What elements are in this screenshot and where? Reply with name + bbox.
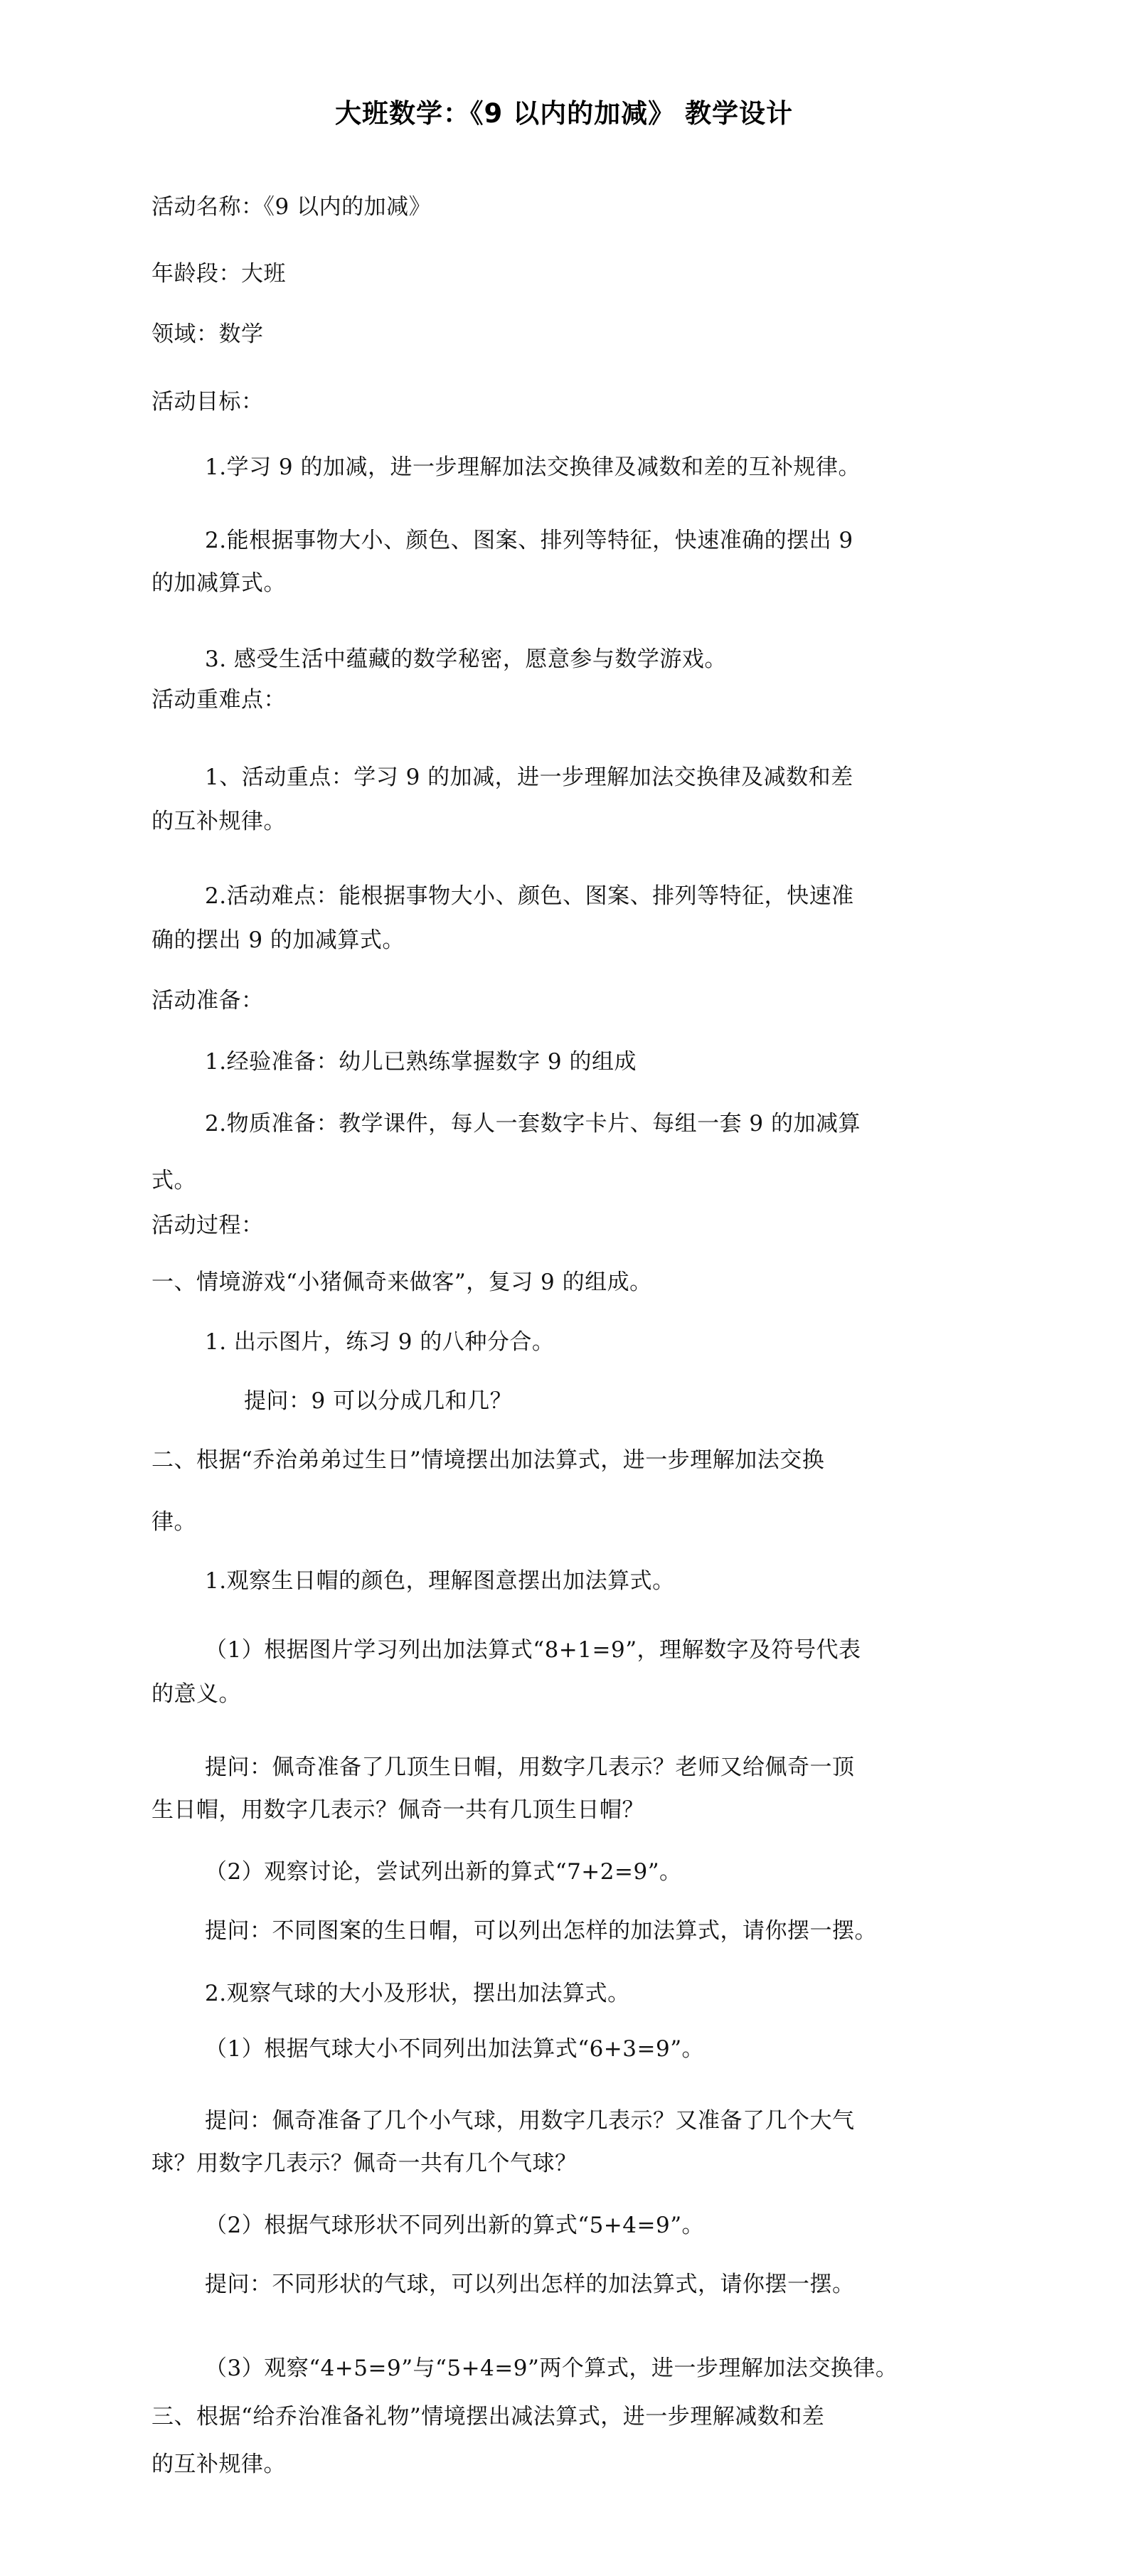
- process-question: 提问：9 可以分成几和几？: [244, 1388, 513, 1414]
- process-step-2: 二、根据“乔治弟弟过生日”情境摆出加法算式，进一步理解加法交换: [151, 1447, 825, 1473]
- process-line: 1.观察生日帽的颜色，理解图意摆出加法算式。: [205, 1568, 675, 1594]
- process-question: 提问：不同图案的生日帽，可以列出怎样的加法算式，请你摆一摆。: [205, 1918, 877, 1944]
- process-question-cont: 球？用数字几表示？佩奇一共有几个气球？: [151, 2151, 578, 2176]
- process-question: 提问：佩奇准备了几顶生日帽，用数字几表示？老师又给佩奇一顶: [205, 1755, 855, 1780]
- process-step-1: 一、情境游戏“小猪佩奇来做客”，复习 9 的组成。: [151, 1270, 652, 1295]
- preparation-item-2: 2.物质准备：教学课件，每人一套数字卡片、每组一套 9 的加减算: [205, 1111, 861, 1137]
- goal-item-1: 1.学习 9 的加减，进一步理解加法交换律及减数和差的互补规律。: [205, 454, 861, 480]
- process-question: 提问：不同形状的气球，可以列出怎样的加法算式，请你摆一摆。: [205, 2272, 855, 2297]
- key-points-heading: 活动重难点：: [151, 687, 286, 713]
- key-point-1-cont: 的互补规律。: [151, 809, 286, 834]
- key-point-2-cont: 确的摆出 9 的加减算式。: [151, 927, 405, 953]
- process-line: 的互补规律。: [151, 2452, 286, 2477]
- process-line: （1）根据气球大小不同列出加法算式“6+3=9”。: [205, 2036, 705, 2062]
- process-line: （2）观察讨论，尝试列出新的算式“7+2=9”。: [205, 1859, 682, 1885]
- document-title: 大班数学：《9 以内的加减》 教学设计: [334, 98, 793, 129]
- process-heading: 活动过程：: [151, 1213, 264, 1238]
- process-line: 1. 出示图片，练习 9 的八种分合。: [205, 1329, 555, 1355]
- process-step-3: 三、根据“给乔治准备礼物”情境摆出减法算式，进一步理解减数和差: [151, 2404, 825, 2429]
- goals-heading: 活动目标：: [151, 389, 264, 415]
- preparation-item-1: 1.经验准备：幼儿已熟练掌握数字 9 的组成: [205, 1049, 637, 1075]
- key-point-2: 2.活动难点：能根据事物大小、颜色、图案、排列等特征，快速准: [205, 883, 854, 909]
- goal-item-2: 2.能根据事物大小、颜色、图案、排列等特征，快速准确的摆出 9: [205, 528, 853, 553]
- key-point-1: 1、活动重点：学习 9 的加减，进一步理解加法交换律及减数和差: [205, 765, 853, 790]
- goal-item-3: 3. 感受生活中蕴藏的数学秘密，愿意参与数学游戏。: [205, 646, 727, 672]
- activity-name: 活动名称：《9 以内的加减》: [151, 194, 432, 220]
- process-question: 提问：佩奇准备了几个小气球，用数字几表示？又准备了几个大气: [205, 2108, 855, 2134]
- process-line: 律。: [151, 1509, 196, 1535]
- process-question-cont: 生日帽，用数字几表示？佩奇一共有几顶生日帽？: [151, 1797, 644, 1823]
- process-line: 的意义。: [151, 1681, 241, 1707]
- process-line: （2）根据气球形状不同列出新的算式“5+4=9”。: [205, 2213, 705, 2238]
- process-line: 2.观察气球的大小及形状，摆出加法算式。: [205, 1981, 630, 2006]
- age-group: 年龄段：大班: [151, 261, 286, 287]
- process-line: （1）根据图片学习列出加法算式“8+1=9”，理解数字及符号代表: [205, 1637, 861, 1663]
- subject-domain: 领域：数学: [151, 321, 264, 347]
- process-line: （3）观察“4+5=9”与“5+4=9”两个算式，进一步理解加法交换律。: [205, 2356, 898, 2381]
- preparation-heading: 活动准备：: [151, 988, 264, 1013]
- preparation-item-2-cont: 式。: [151, 1168, 196, 1193]
- goal-item-2-cont: 的加减算式。: [151, 570, 286, 596]
